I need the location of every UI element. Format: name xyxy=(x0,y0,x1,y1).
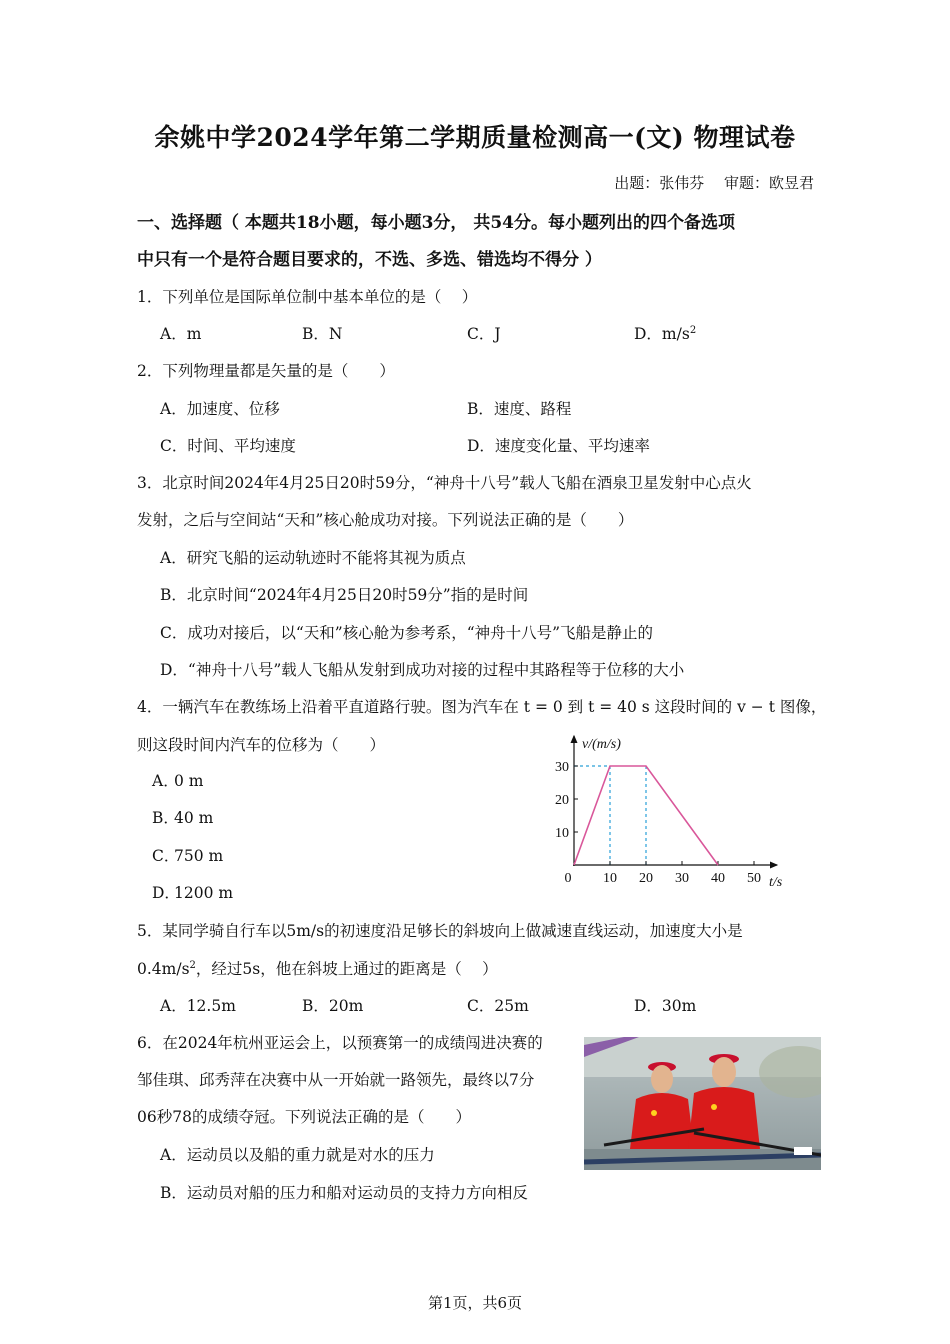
question-4-option-d xyxy=(152,881,233,903)
x-axis-label: t/s xyxy=(769,875,783,890)
y-tick-label-10: 10 xyxy=(555,826,569,841)
option-text: 750 m xyxy=(174,847,224,865)
question-5-stem-line2: $0.4m/s^2$，经过5s，他在斜坡上通过的距离是（ ） xyxy=(137,959,498,978)
x-tick-label-10: 10 xyxy=(603,871,617,886)
question-6-option-b: B．运动员对船的压力和船对运动员的支持力方向相反 xyxy=(160,1184,528,1202)
section-heading-line1: 一、选择题（ 本题共18小题，每小题3分， 共54分。每小题列出的四个备选项 xyxy=(137,213,735,233)
question-5-option-a: A．12.5m xyxy=(160,997,236,1015)
page-title: 余姚中学2024学年第二学期质量检测高一(文) 物理试卷 xyxy=(154,123,796,152)
question-2-option-d: D．速度变化量、平均速率 xyxy=(467,437,650,455)
question-3-option-d: D．“神舟十八号”载人飞船从发射到成功对接的过程中其路程等于位移的大小 xyxy=(160,661,685,679)
x-tick-label-40: 40 xyxy=(711,871,725,886)
question-4-stem-line2: 则这段时间内汽车的位移为（ ） xyxy=(137,736,386,754)
option-label: B． xyxy=(152,809,179,827)
x-tick-label-20: 20 xyxy=(639,871,653,886)
question-1-option-b: B．N xyxy=(302,325,343,343)
rowing-athletes-photo xyxy=(584,1037,821,1170)
question-3-stem-line2: 发射，之后与空间站“天和”核心舱成功对接。下列说法正确的是（ ） xyxy=(137,511,634,529)
question-1-option-a: A．m xyxy=(160,325,202,343)
option-text: 1200 m xyxy=(174,884,234,902)
x-tick-label-0: 0 xyxy=(564,871,572,886)
question-1-option-c: C．J xyxy=(467,325,501,343)
question-3-option-a: A．研究飞船的运动轨迹时不能将其视为质点 xyxy=(160,549,466,567)
question-6-stem-line2: 邹佳琪、邱秀萍在决赛中从一开始就一路领先，最终以7分 xyxy=(137,1071,535,1089)
question-4-stem-line1: 4．一辆汽车在教练场上沿着平直道路行驶。图为汽车在 t = 0 到 t = 40 s 这段时间的 v − t 图像， xyxy=(137,698,827,716)
question-4-option-c xyxy=(152,844,223,866)
question-3-option-c: C．成功对接后，以“天和”核心舱为参考系，“神舟十八号”飞船是静止的 xyxy=(160,624,654,642)
x-tick-label-30: 30 xyxy=(675,871,689,886)
y-axis-label: v/(m/s) xyxy=(582,737,621,752)
section-heading-line2: 中只有一个是符合题目要求的，不选、多选、错选均不得分 ） xyxy=(137,250,602,270)
option-label: D． xyxy=(152,884,180,902)
question-5-option-c: C．25m xyxy=(467,997,529,1015)
y-tick-label-30: 30 xyxy=(555,760,569,775)
question-1-stem: 1．下列单位是国际单位制中基本单位的是（ ） xyxy=(137,288,478,306)
option-label: C． xyxy=(152,847,180,865)
question-1-option-d: D．$m/s^2$ xyxy=(634,324,697,343)
option-text: 0 m xyxy=(174,772,204,790)
superscript: 2 xyxy=(189,959,196,971)
question-5-option-d: D．30m xyxy=(634,997,697,1015)
question-3-stem-line1: 3．北京时间2024年4月25日20时59分，“神舟十八号”载人飞船在酒泉卫星发射中心点火 xyxy=(137,474,752,492)
superscript: 2 xyxy=(689,324,697,336)
question-2-option-b: B．速度、路程 xyxy=(467,400,572,418)
option-label: A． xyxy=(152,772,179,790)
question-2-option-a: A．加速度、位移 xyxy=(160,400,280,418)
question-3-option-b: B．北京时间“2024年4月25日20时59分”指的是时间 xyxy=(160,586,529,604)
question-5-stem-line1: 5．某同学骑自行车以5m/s的初速度沿足够长的斜坡向上做减速直线运动，加速度大小是 xyxy=(137,922,743,940)
question-2-option-c: C．时间、平均速度 xyxy=(160,437,296,455)
vt-graph xyxy=(555,728,795,893)
y-tick-label-20: 20 xyxy=(555,793,569,808)
question-4-option-b xyxy=(152,806,213,828)
question-6-stem-line3: 06秒78的成绩夺冠。下列说法正确的是（ ） xyxy=(137,1108,471,1126)
option-text: 40 m xyxy=(174,809,214,827)
page-footer: 第1页，共6页 xyxy=(427,1294,523,1312)
x-tick-label-50: 50 xyxy=(747,871,761,886)
author-line: 出题：张伟芬 审题：欧昱君 xyxy=(614,174,814,192)
question-6-stem-line1: 6．在2024年杭州亚运会上，以预赛第一的成绩闯进决赛的 xyxy=(137,1034,543,1052)
question-4-option-a xyxy=(152,769,204,791)
question-5-option-b: B．20m xyxy=(302,997,364,1015)
question-6-option-a: A．运动员以及船的重力就是对水的压力 xyxy=(160,1146,435,1164)
question-2-stem: 2．下列物理量都是矢量的是（ ） xyxy=(137,362,395,380)
